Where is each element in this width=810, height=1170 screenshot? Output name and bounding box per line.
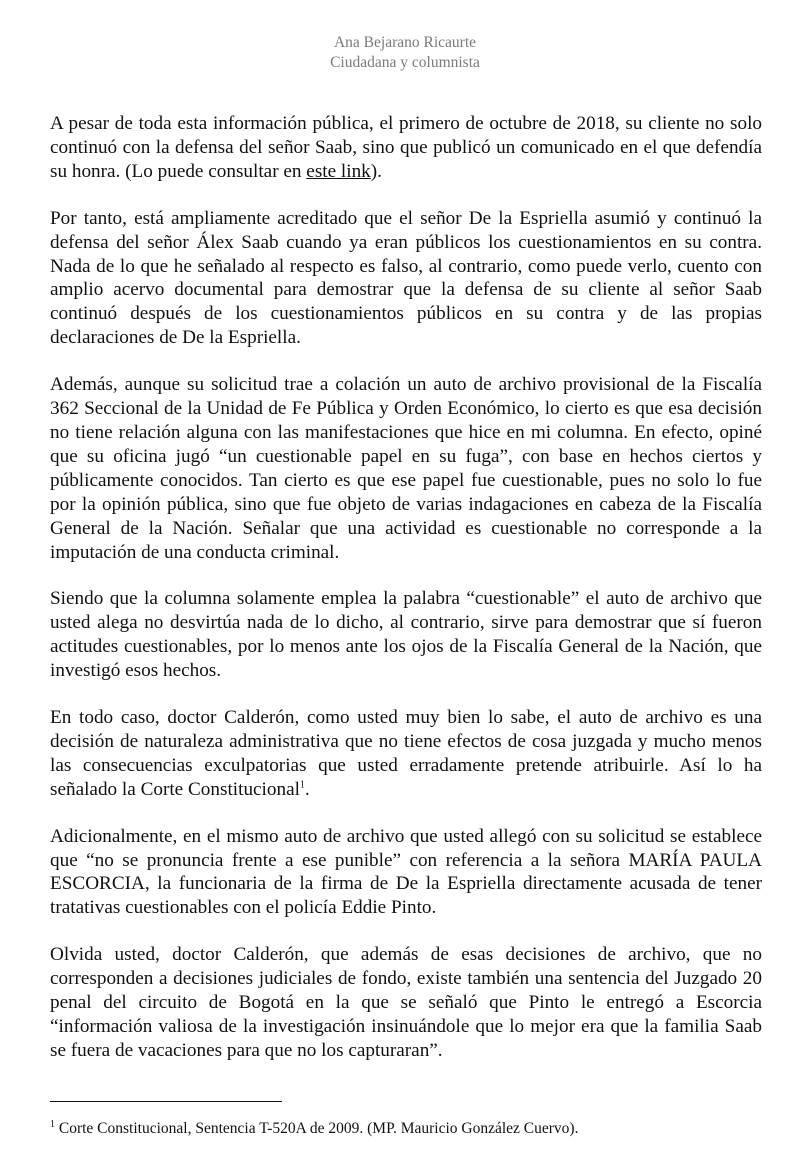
author-name: Ana Bejarano Ricaurte — [333, 34, 477, 51]
letter-body — [50, 112, 762, 1086]
footnote-separator — [50, 1101, 282, 1102]
paragraph-1 — [50, 112, 762, 184]
paragraph-4: Siendo que la columna solamente emplea la palabra “cuestionable” el auto de archivo que usted alega no desvirtúa nada de lo dicho, al contrario, sirve para demostrar que sí fueron actitudes cuestionables, por lo menos ante los ojos de la Fiscalía General de la Nación, que investigó esos hechos. — [50, 588, 762, 682]
paragraph-7: Olvida usted, doctor Calderón, que además de esas decisiones de archivo, que no corresponden a decisiones judiciales de fondo, existe también una sentencia del Juzgado 20 penal del circuito de Bogotá en la que se señaló que Pinto le entregó a Escorcia “información valiosa de la investigación insinuándole que lo mejor era que la familia Saab se fuera de vacaciones para que no los capturaran”. — [50, 944, 762, 1061]
paragraph-6: Adicionalmente, en el mismo auto de archivo que usted allegó con su solicitud se establece que “no se pronuncia frente a ese punible” con referencia a la señora MARÍA PAULA ESCORCIA, la funcionaria de la firma de De la Espriella directamente acusada de tener tratativas cuestionables con el policía Eddie Pinto. — [50, 825, 762, 919]
este-link[interactable]: este link — [306, 160, 371, 182]
page-header — [0, 33, 810, 73]
footnote-reference[interactable]: 1 — [299, 779, 305, 791]
paragraph-2: Por tanto, está ampliamente acreditado que el señor De la Espriella asumió y continuó la defensa del señor Álex Saab cuando ya eran públicos los cuestionamientos en su contra. Nada de lo que he señalado al respecto es falso, al contrario, como puede verlo, cuento con amplio acervo documental para demostrar que la defensa de su cliente al señor Saab continuó después de los cuestionamientos públicos en su contra y de las propias declaraciones de De la Espriella. — [50, 207, 762, 349]
footnote — [50, 1119, 762, 1139]
paragraph-5-end: . — [304, 778, 310, 800]
author-role: Ciudadana y columnista — [330, 54, 480, 71]
footnote-text: Corte Constitucional, Sentencia T-520A de 2009. (MP. Mauricio González Cuervo). — [55, 1120, 579, 1137]
paragraph-5-text: En todo caso, doctor Calderón, como usted muy bien lo sabe, el auto de archivo es una decisión de naturaleza administrativa que no tiene efectos de cosa juzgada y mucho menos las consecuencias exculpatorias que usted erradamente pretende atribuirle. Así lo ha señalado la Corte Constitucional — [50, 707, 762, 800]
paragraph-1-text: A pesar de toda esta información pública, el primero de octubre de 2018, su cliente no solo continuó con la defensa del señor Saab, sino que publicó un comunicado en el que defendía su honra. (Lo puede consultar en — [50, 113, 762, 182]
paragraph-3: Además, aunque su solicitud trae a colación un auto de archivo provisional de la Fiscalía 362 Seccional de la Unidad de Fe Pública y Orden Económico, lo cierto es que esa decisión no tiene relación alguna con las manifestaciones que hice en mi columna. En efecto, opiné que su oficina jugó “un cuestionable papel en su fuga”, con base en hechos ciertos y públicamente conocidos. Tan cierto es que ese papel fue cuestionable, pues no solo lo fue por la opinión pública, sino que fue objeto de varias indagaciones en cabeza de la Fiscalía General de la Nación. Señalar que una actividad es cuestionable no corresponde a la imputación de una conducta criminal. — [50, 374, 762, 563]
paragraph-1-end: ). — [370, 160, 382, 182]
footnote-marker: 1 — [50, 1118, 55, 1130]
paragraph-5 — [50, 706, 762, 802]
